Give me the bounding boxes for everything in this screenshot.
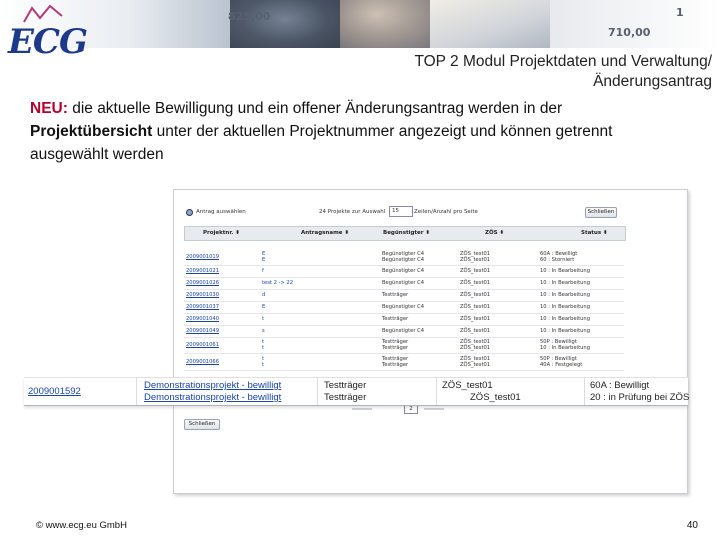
slide-body-text (30, 97, 670, 166)
column-header-zos[interactable]: ZÖS ⬍ (485, 230, 505, 236)
beneficiary-cell: Testträger (324, 392, 367, 403)
status-cell: 10 : In Bearbeitung (540, 268, 591, 274)
project-number-link[interactable]: 2009001066 (186, 359, 220, 365)
application-name-link[interactable]: s (262, 328, 265, 334)
status-cell: 10 : In Bearbeitung (540, 304, 591, 310)
table-header (184, 226, 626, 241)
select-application-radio[interactable] (186, 209, 193, 216)
slide-title (292, 52, 712, 92)
project-number-link[interactable]: 2009001019 (186, 254, 220, 260)
select-application-label: Antrag auswählen (196, 209, 246, 215)
banner-number: 710,00 (608, 26, 651, 39)
rows-per-page-select[interactable]: 15 (389, 206, 413, 217)
zos-cell: ZÖS_test01 (470, 392, 521, 403)
status-cell: 60A : Bewilligt 60 : Storniert (540, 251, 578, 263)
page-number: 40 (686, 520, 698, 531)
zos-cell: ZÖS_test01 (460, 328, 491, 334)
beneficiary-cell: Testträger Testträger (382, 339, 409, 351)
close-button[interactable]: Schließen (585, 207, 617, 218)
body-text-bold: Projektübersicht (30, 123, 153, 140)
table-row[interactable] (184, 266, 624, 278)
status-cell: 50P : Bewilligt 40A : Festgelegt (540, 356, 583, 368)
status-cell: 60A : Bewilligt (590, 380, 650, 391)
project-number-link[interactable]: 2009001061 (186, 342, 220, 348)
beneficiary-cell: Begünstigter C4 (382, 280, 425, 286)
application-name-link[interactable]: f (262, 268, 264, 274)
beneficiary-cell: Begünstigter C4 Begünstigter C4 (382, 251, 425, 263)
application-name-link[interactable]: t (262, 316, 265, 322)
table-row[interactable] (184, 250, 624, 266)
project-number-link[interactable]: 2009001030 (186, 292, 220, 298)
status-cell: 20 : in Prüfung bei ZÖS (590, 392, 690, 403)
status-cell: 10 : In Bearbeitung (540, 292, 591, 298)
body-text-part2: unter der aktuellen Projektnummer angezeigt und können getrennt ausgewählt werden (30, 123, 613, 163)
project-number-link[interactable]: 2009001049 (186, 328, 220, 334)
column-divider (436, 378, 437, 405)
project-number-link[interactable]: 2009001026 (186, 280, 220, 286)
table-row[interactable] (184, 290, 624, 302)
column-divider (584, 378, 585, 405)
column-header-beguenstigter[interactable]: Begünstigter ⬍ (383, 230, 431, 236)
zos-cell: ZÖS_test01 (460, 316, 491, 322)
banner-photo-documents (430, 0, 550, 48)
new-label: NEU: (30, 100, 68, 117)
zos-cell: ZÖS_test01 (460, 292, 491, 298)
status-cell: 10 : In Bearbeitung (540, 280, 591, 286)
application-name-link[interactable]: t t (262, 356, 265, 368)
beneficiary-cell: Begünstigter C4 (382, 304, 425, 310)
project-number-link[interactable]: 2009001592 (28, 386, 81, 397)
table-row[interactable] (184, 278, 624, 290)
column-divider (136, 378, 137, 405)
project-overview-screenshot (173, 189, 688, 494)
application-approved-link[interactable]: Demonstrationsprojekt - bewilligt (144, 380, 282, 391)
table-row[interactable] (184, 355, 624, 371)
page-number-input[interactable]: 2 (404, 404, 418, 414)
table-row[interactable] (184, 314, 624, 326)
status-cell: 50P : Bewilligt 10 : In Bearbeitung (540, 339, 591, 351)
project-number-link[interactable]: 2009001040 (186, 316, 220, 322)
column-divider (317, 378, 318, 405)
banner-number: 1 (676, 6, 684, 19)
column-header-projektnr[interactable]: Projektnr. ⬍ (203, 230, 240, 236)
rows-per-page-label: Zeilen/Anzahl pro Seite (414, 209, 478, 215)
column-header-antragsname[interactable]: Antragsname ⬍ (301, 230, 350, 236)
beneficiary-cell: Testträger (382, 316, 409, 322)
slide-title-line1: TOP 2 Modul Projektdaten und Verwaltung/ (414, 53, 712, 70)
beneficiary-cell: Testträger (382, 292, 409, 298)
table-row[interactable] (184, 302, 624, 314)
application-name-link[interactable]: E (262, 304, 266, 310)
table-row[interactable] (184, 338, 624, 354)
banner-number: 825,00 (228, 10, 271, 23)
zos-cell: ZÖS_test01 (460, 280, 491, 286)
beneficiary-cell: Begünstigter C4 (382, 328, 425, 334)
column-header-status[interactable]: Status ⬍ (581, 230, 608, 236)
banner-photo-people (340, 0, 430, 48)
application-name-link[interactable]: d (262, 292, 266, 298)
project-number-link[interactable]: 2009001037 (186, 304, 220, 310)
highlighted-row-zoom[interactable] (24, 377, 688, 406)
application-change-request-link[interactable]: Demonstrationsprojekt - bewilligt (144, 392, 282, 403)
footer-copyright: © www.ecg.eu GmbH (36, 520, 127, 531)
company-logo: ECG (8, 22, 88, 62)
status-cell: 10 : In Bearbeitung (540, 328, 591, 334)
body-text-part1: die aktuelle Bewilligung und ein offener Änderungsantrag werden in der (67, 100, 563, 117)
application-name-link[interactable]: test 2 -> 22 (262, 280, 294, 286)
table-row[interactable] (184, 326, 624, 338)
zos-cell: ZÖS_test01 ZÖS_test01 (460, 251, 491, 263)
project-count: 24 Projekte zur Auswahl (319, 209, 386, 215)
pager-next-bar[interactable] (424, 408, 444, 410)
zos-cell: ZÖS_test01 ZÖS_test01 (460, 356, 491, 368)
pager-prev-bar[interactable] (352, 408, 372, 410)
beneficiary-cell: Testträger (324, 380, 367, 391)
project-number-link[interactable]: 2009001021 (186, 268, 220, 274)
application-name-link[interactable]: E E (262, 251, 266, 263)
slide-title-line2: Änderungsantrag (593, 73, 712, 90)
zos-cell: ZÖS_test01 (442, 380, 493, 391)
close-button-bottom[interactable]: Schließen (184, 419, 220, 430)
beneficiary-cell: Testträger Testträger (382, 356, 409, 368)
zos-cell: ZÖS_test01 (460, 268, 491, 274)
selection-toolbar (174, 204, 687, 220)
beneficiary-cell: Begünstigter C4 (382, 268, 425, 274)
banner-photo-person (230, 0, 340, 48)
application-name-link[interactable]: t t (262, 339, 265, 351)
zos-cell: ZÖS_test01 ZÖS_test01 (460, 339, 491, 351)
status-cell: 10 : In Bearbeitung (540, 316, 591, 322)
zos-cell: ZÖS_test01 (460, 304, 491, 310)
header-banner (0, 0, 720, 48)
